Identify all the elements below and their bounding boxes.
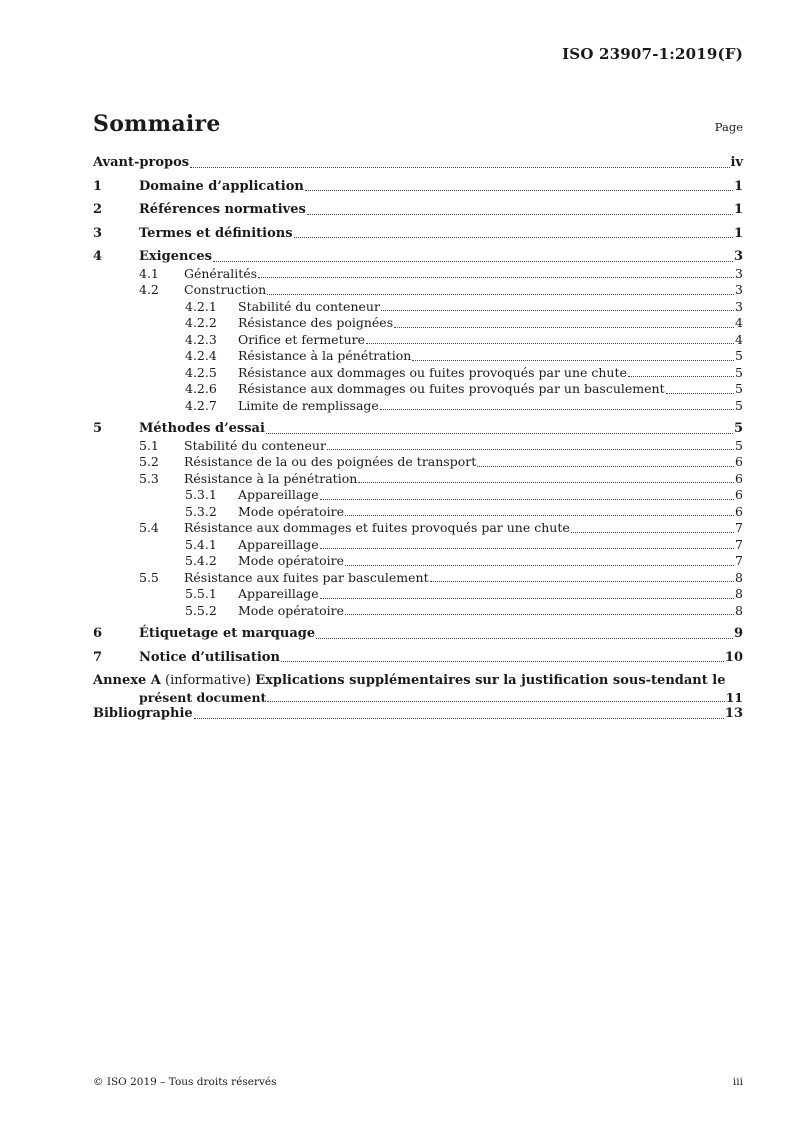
toc-entry-number: 4.2.7 bbox=[185, 397, 217, 413]
toc-entry-4-2-7[interactable] bbox=[93, 398, 743, 415]
dot-leader bbox=[477, 465, 734, 467]
toc-entry-number: 4.2.5 bbox=[185, 364, 217, 380]
toc-entry-page: 1 bbox=[733, 202, 743, 217]
table-of-contents bbox=[93, 155, 743, 723]
toc-entry-page: 5 bbox=[733, 421, 743, 436]
annex-type: (informative) bbox=[165, 673, 252, 688]
toc-entry-page: 8 bbox=[735, 602, 743, 618]
dot-leader bbox=[307, 213, 733, 215]
dot-leader bbox=[394, 326, 734, 328]
toc-entry-5-5-2[interactable] bbox=[93, 603, 743, 620]
toc-entry-number: 4.1 bbox=[139, 265, 159, 281]
dot-leader bbox=[345, 613, 734, 615]
toc-entry-5-5-1[interactable] bbox=[93, 586, 743, 603]
toc-entry-label: Appareillage bbox=[238, 487, 319, 502]
toc-entry-label: Résistance à la pénétration bbox=[238, 348, 412, 363]
dot-leader bbox=[294, 236, 733, 238]
toc-entry-5-3-1[interactable] bbox=[93, 487, 743, 504]
toc-entry-page: 6 bbox=[735, 470, 743, 486]
dot-leader bbox=[381, 309, 734, 311]
toc-entry-number: 2 bbox=[93, 202, 103, 217]
dot-leader bbox=[267, 700, 724, 702]
toc-entry-5-4-2[interactable] bbox=[93, 553, 743, 570]
dot-leader bbox=[412, 359, 734, 361]
toc-entry-5-4[interactable] bbox=[93, 520, 743, 537]
toc-entry-page: 5 bbox=[735, 397, 743, 413]
toc-entry-label: Résistance aux dommages et fuites provoqués par une chute bbox=[184, 520, 570, 535]
toc-entry-page: 8 bbox=[735, 569, 743, 585]
toc-entry-page: 8 bbox=[735, 586, 743, 601]
toc-entry-number: 5.4 bbox=[139, 520, 159, 535]
toc-entry-label: Résistance aux fuites par basculement bbox=[184, 569, 429, 585]
toc-entry-5-5[interactable] bbox=[93, 570, 743, 587]
toc-entry-label: Notice d’utilisation bbox=[139, 649, 280, 665]
toc-entry-5[interactable] bbox=[93, 421, 743, 438]
toc-entry-number: 4.2.1 bbox=[185, 298, 217, 314]
toc-entry-5-3[interactable] bbox=[93, 471, 743, 488]
toc-entry-4-2-5[interactable] bbox=[93, 365, 743, 382]
toc-entry-page: 11 bbox=[725, 689, 743, 705]
toc-entry-label: Appareillage bbox=[238, 586, 319, 601]
toc-entry-number: 5.2 bbox=[139, 454, 159, 469]
dot-leader bbox=[316, 637, 733, 639]
toc-entry-4-2-2[interactable] bbox=[93, 315, 743, 332]
annex-title-line1 bbox=[93, 673, 743, 690]
toc-entry-page: 7 bbox=[735, 520, 743, 535]
footer-copyright: © ISO 2019 – Tous droits réservés bbox=[93, 1076, 277, 1088]
toc-entry-label: Construction bbox=[184, 282, 267, 297]
toc-entry-1[interactable] bbox=[93, 179, 743, 196]
dot-leader bbox=[213, 260, 733, 262]
toc-entry-label: Méthodes d’essai bbox=[139, 421, 265, 436]
toc-entry-5-2[interactable] bbox=[93, 454, 743, 471]
toc-entry-annex-a[interactable] bbox=[93, 673, 743, 706]
toc-entry-label: Résistance aux dommages ou fuites provoqués par un basculement bbox=[238, 381, 665, 396]
toc-entry-number: 5.4.2 bbox=[185, 553, 217, 568]
page-title: Sommaire bbox=[93, 111, 221, 137]
dot-leader bbox=[380, 408, 734, 410]
toc-entry-number: 4.2.2 bbox=[185, 315, 217, 330]
toc-entry-number: 1 bbox=[93, 178, 103, 194]
dot-leader bbox=[666, 392, 734, 394]
dot-leader bbox=[358, 481, 734, 483]
toc-entry-page: 4 bbox=[735, 331, 743, 347]
toc-entry-page: 3 bbox=[735, 298, 743, 314]
toc-entry-number: 5.1 bbox=[139, 437, 159, 453]
toc-entry-page: 9 bbox=[733, 626, 743, 641]
toc-entry-number: 5.3 bbox=[139, 470, 159, 486]
toc-entry-label: Résistance aux dommages ou fuites provoqués par une chute bbox=[238, 364, 627, 380]
toc-entry-label: Domaine d’application bbox=[139, 178, 304, 194]
toc-entry-number: 4.2.6 bbox=[185, 381, 217, 396]
toc-entry-label: Avant-propos bbox=[93, 155, 190, 170]
annex-title-line2 bbox=[139, 690, 743, 707]
toc-entry-number: 5.5.2 bbox=[185, 602, 217, 618]
toc-entry-bibliographie[interactable] bbox=[93, 706, 743, 723]
toc-entry-label: Bibliographie bbox=[93, 706, 193, 721]
toc-entry-6[interactable] bbox=[93, 626, 743, 643]
toc-entry-2[interactable] bbox=[93, 202, 743, 219]
dot-leader bbox=[190, 166, 729, 168]
toc-entry-page: 1 bbox=[733, 225, 743, 241]
toc-entry-page: 7 bbox=[735, 536, 743, 552]
toc-entry-4-2[interactable] bbox=[93, 282, 743, 299]
toc-entry-3[interactable] bbox=[93, 226, 743, 243]
toc-entry-label: Stabilité du conteneur bbox=[184, 437, 326, 453]
toc-entry-5-1[interactable] bbox=[93, 438, 743, 455]
toc-entry-label: Références normatives bbox=[139, 202, 306, 217]
toc-entry-page: 3 bbox=[735, 265, 743, 281]
page-column-label: Page bbox=[714, 120, 743, 134]
toc-entry-label: Résistance à la pénétration bbox=[184, 470, 358, 486]
toc-entry-5-4-1[interactable] bbox=[93, 537, 743, 554]
toc-entry-4-2-1[interactable] bbox=[93, 299, 743, 316]
toc-entry-number: 4.2.4 bbox=[185, 348, 217, 363]
toc-entry-number: 5 bbox=[93, 421, 103, 436]
toc-entry-label: Étiquetage et marquage bbox=[139, 626, 316, 641]
dot-leader bbox=[267, 293, 734, 295]
toc-entry-number: 4.2 bbox=[139, 282, 159, 297]
toc-entry-label: Orifice et fermeture bbox=[238, 331, 366, 347]
toc-entry-page: 1 bbox=[733, 178, 743, 194]
dot-leader bbox=[320, 547, 734, 549]
dot-leader bbox=[320, 597, 734, 599]
toc-entry-page: 4 bbox=[735, 315, 743, 330]
toc-entry-4-1[interactable] bbox=[93, 266, 743, 283]
toc-entry-page: 5 bbox=[735, 348, 743, 363]
toc-entry-label: Limite de remplissage bbox=[238, 397, 379, 413]
toc-entry-page: 3 bbox=[733, 249, 743, 264]
toc-entry-page: 6 bbox=[735, 454, 743, 469]
dot-leader bbox=[281, 660, 724, 662]
toc-entry-label: Résistance des poignées bbox=[238, 315, 394, 330]
toc-entry-label: Stabilité du conteneur bbox=[238, 298, 380, 314]
footer-page-number: iii bbox=[732, 1076, 743, 1088]
toc-entry-5-3-2[interactable] bbox=[93, 504, 743, 521]
toc-entry-4-2-3[interactable] bbox=[93, 332, 743, 349]
toc-entry-avant-propos[interactable] bbox=[93, 155, 743, 172]
dot-leader bbox=[194, 717, 724, 719]
toc-entry-number: 5.4.1 bbox=[185, 536, 217, 552]
toc-entry-label: Appareillage bbox=[238, 536, 319, 552]
toc-entry-label: présent document bbox=[139, 689, 267, 705]
toc-entry-label: Mode opératoire bbox=[238, 553, 344, 568]
toc-entry-4-2-4[interactable] bbox=[93, 348, 743, 365]
toc-entry-7[interactable] bbox=[93, 650, 743, 667]
dot-leader bbox=[430, 580, 734, 582]
toc-entry-label: Généralités bbox=[184, 265, 258, 281]
toc-entry-page: 5 bbox=[735, 381, 743, 396]
toc-entry-page: 13 bbox=[724, 706, 743, 721]
toc-entry-number: 4.2.3 bbox=[185, 331, 217, 347]
dot-leader bbox=[320, 498, 734, 500]
toc-entry-page: 5 bbox=[735, 437, 743, 453]
toc-entry-label: Exigences bbox=[139, 249, 212, 264]
toc-entry-page: 6 bbox=[735, 503, 743, 519]
toc-entry-4-2-6[interactable] bbox=[93, 381, 743, 398]
toc-entry-number: 5.3.2 bbox=[185, 503, 217, 519]
toc-entry-page: 10 bbox=[724, 649, 743, 665]
toc-entry-page: 5 bbox=[735, 364, 743, 380]
annex-prefix: Annexe A bbox=[93, 673, 161, 688]
toc-entry-number: 6 bbox=[93, 626, 103, 641]
toc-entry-number: 3 bbox=[93, 225, 103, 241]
dot-leader bbox=[327, 448, 734, 450]
dot-leader bbox=[628, 375, 734, 377]
annex-title: Explications supplémentaires sur la justification sous-tendant le bbox=[255, 673, 726, 688]
dot-leader bbox=[345, 564, 734, 566]
toc-entry-label: Résistance de la ou des poignées de transport bbox=[184, 454, 477, 469]
toc-entry-label: Mode opératoire bbox=[238, 503, 344, 519]
dot-leader bbox=[258, 276, 734, 278]
dot-leader bbox=[345, 514, 734, 516]
toc-entry-page: iv bbox=[730, 155, 743, 170]
dot-leader bbox=[305, 189, 733, 191]
toc-entry-number: 4 bbox=[93, 249, 103, 264]
dot-leader bbox=[366, 342, 734, 344]
toc-entry-4[interactable] bbox=[93, 249, 743, 266]
toc-entry-number: 5.5.1 bbox=[185, 586, 217, 601]
dot-leader bbox=[266, 432, 733, 434]
toc-entry-page: 6 bbox=[735, 487, 743, 502]
toc-entry-page: 7 bbox=[735, 553, 743, 568]
document-id: ISO 23907-1:2019(F) bbox=[562, 45, 743, 63]
toc-entry-page: 3 bbox=[735, 282, 743, 297]
toc-entry-number: 5.3.1 bbox=[185, 487, 217, 502]
toc-entry-label: Mode opératoire bbox=[238, 602, 344, 618]
toc-entry-number: 5.5 bbox=[139, 569, 159, 585]
toc-entry-label: Termes et définitions bbox=[139, 225, 293, 241]
toc-entry-number: 7 bbox=[93, 649, 103, 665]
dot-leader bbox=[571, 531, 734, 533]
